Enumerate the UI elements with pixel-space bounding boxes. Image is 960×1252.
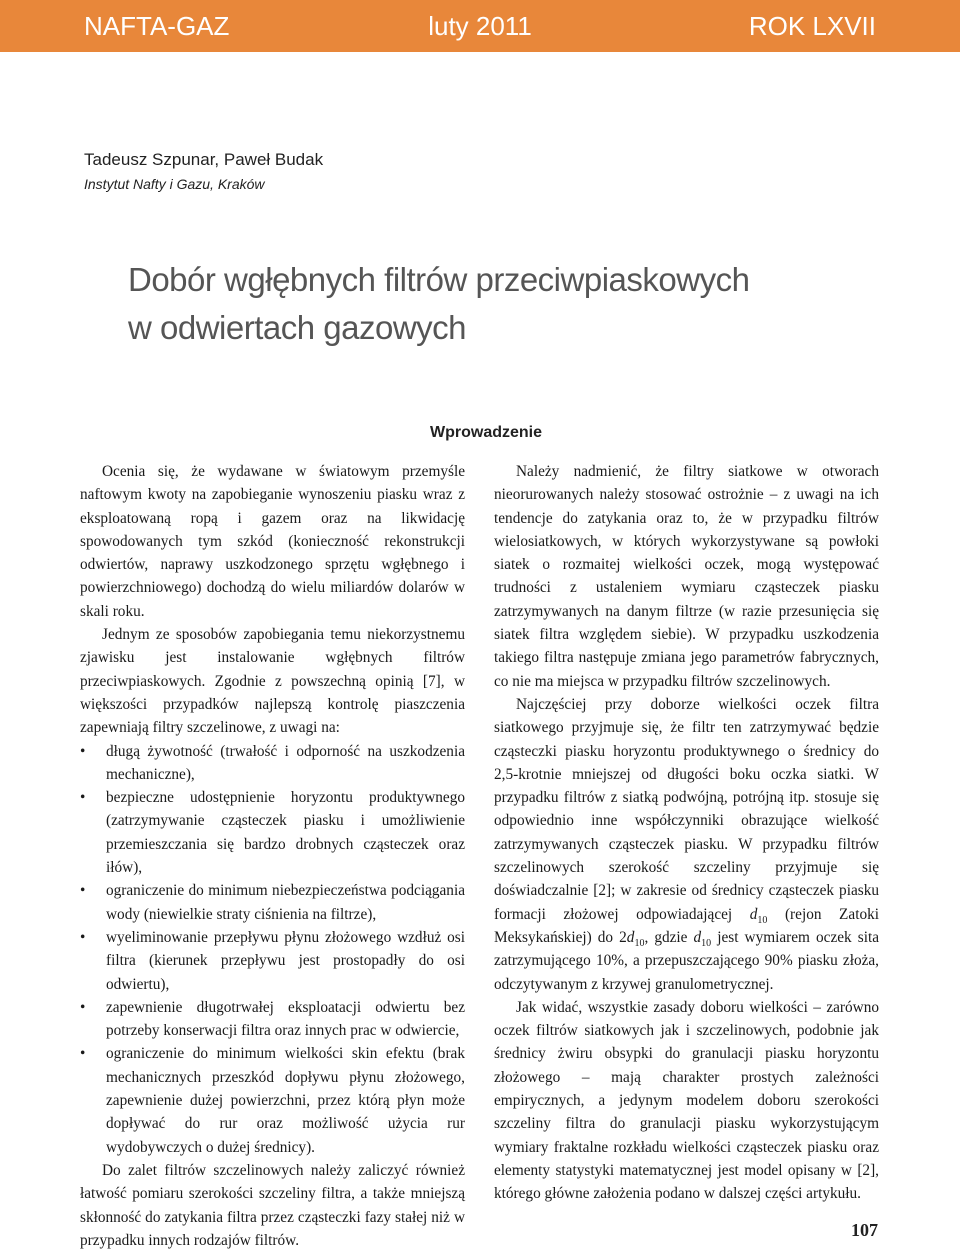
journal-name: NAFTA-GAZ: [84, 11, 230, 41]
list-item: [80, 996, 465, 1043]
bullet-icon: •: [80, 928, 86, 946]
issue-date: luty 2011: [428, 11, 532, 41]
article-authors: Tadeusz Szpunar, Paweł Budak: [84, 150, 324, 169]
list-item-text: bezpieczne udostępnienie horyzontu produktywnego (zatrzymywanie cząsteczek piasku i umożliwienie przemieszczania się bardzo drobnych cząsteczek oraz iłów),: [106, 789, 465, 877]
bullet-icon: •: [80, 998, 86, 1016]
journal-header-bar: [0, 0, 960, 52]
list-item-text: zapewnienie długotrwałej eksploatacji odwiertu bez potrzeby konserwacji filtra oraz innych prac w odwiercie,: [106, 998, 465, 1040]
right-paragraph-1: Należy nadmienić, że filtry siatkowe w otworach nieorurowanych należy stosować ostrożnie – z uwagi na ich tendencje do zatykania oraz to, że w przypadku filtrów wielosiatkowych, w których wykorzystywane są powłoki siatek o rozmaitej wielkości oczek, mogą występować trudności z ustaleniem wymiaru cząsteczek piasku zatrzymywanych na danym filtrze (w razie przesunięcia się siatek filtra względem siebie). W przypadku uszkodzenia takiego filtra następuje zmiana jego parametrów fabrycznych, co nie ma miejsca w przypadku filtrów szczelinowych.: [494, 463, 879, 690]
left-paragraph-1: Ocenia się, że wydawane w światowym przemyśle naftowym kwoty na zapobieganie wynoszeniu piasku wraz z eksploatowaną ropą i gazem oraz na likwidację spowodowanych tym szkód (konieczność rekonstrukcji odwiertów, naprawy uszkodzonego sprzętu wgłębnego i powierzchniowego) dochodzą do wielu miliardów dolarów w skali roku.: [80, 463, 465, 620]
volume-label: ROK LXVII: [748, 11, 876, 41]
author-affiliation: Instytut Nafty i Gazu, Kraków: [84, 176, 265, 192]
article-title-line-2: w odwiertach gazowych: [128, 309, 466, 346]
left-paragraph-3: Do zalet filtrów szczelinowych należy zaliczyć również łatwość pomiaru szerokości szczeliny filtra, a także mniejszą skłonność do zatykania filtra przez cząsteczki fazy stałej niż w przypadku innych rodzajów filtrów.: [80, 1161, 465, 1249]
list-item-text: wyeliminowanie przepływu płynu złożowego wzdłuż osi filtra (kierunek przepływu jest prostopadły do osi odwiertu),: [106, 928, 465, 993]
section-heading: Wprowadzenie: [430, 424, 543, 441]
list-item: [80, 926, 465, 996]
right-paragraph-3: Jak widać, wszystkie zasady doboru wielkości – zarówno oczek filtrów siatkowych jak i szczelinowych, podobnie jak średnicy żwiru obsypki do granulacji piasku horyzontu złożowego – mają charakter prostych zależności empirycznych, a jedynym modelem doboru szerokości szczeliny filtra do granulacji piasku wykorzystującym wymiary fraktalne rozkładu wielkości cząsteczek piasku oraz elementy statystyki matematycznej jest model opisany w [2], którego główne założenia podano w dalszej części artykułu.: [494, 998, 879, 1203]
article-title-line-1: Dobór wgłębnych filtrów przeciwpiaskowych: [128, 261, 750, 298]
list-item: [80, 1042, 465, 1158]
advantages-list: [80, 740, 465, 1159]
bullet-icon: •: [80, 1045, 86, 1063]
bullet-icon: •: [80, 789, 86, 807]
bullet-icon: •: [80, 742, 86, 760]
bullet-icon: •: [80, 882, 86, 900]
left-column: [80, 460, 465, 1252]
list-item-text: ograniczenie do minimum wielkości skin efektu (brak mechanicznych przeszkód dopływu płynu złożowego, zapewnienie dużej powierzchni, przez którą płyn może dopływać do rur oraz możliwość użycia rur wydobywczych o dużej średnicy).: [106, 1045, 465, 1156]
list-item-text: ograniczenie do minimum niebezpieczeństwa podciągania wody (niewielkie straty ciśnienia na filtrze),: [106, 882, 465, 923]
article-title: [128, 256, 908, 352]
page-number: 107: [851, 1220, 878, 1240]
right-paragraph-2: Najczęściej przy doborze wielkości oczek filtra siatkowego przyjmuje się, że filtr ten zatrzymywać będzie cząsteczki piasku horyzontu produktywnego o średnicy do 2,5-krotnie mniejszej od długości boku oczka siatki. W przypadku filtrów z siatką podwójną, potrójną itp. stosuje się odpowiednio inne współczynniki obrazujące wielkość zatrzymywanych cząsteczek piasku. W przypadku filtrów szczelinowych szerokość szczeliny przyjmuje się doświadczalnie [2]; w zakresie od średnicy cząsteczek piasku formacji złożowej odpowiadającej $d_{10}$ (rejon Zatoki Meksykańskiej) do $2d_{10}$, gdzie $d_{10}$ jest wymiarem oczek sita zatrzymującego 10%, a przepuszczającego 90% piasku złoża, odczytywanym z krzywej granulometrycznej.: [494, 695, 879, 993]
right-column: [494, 460, 879, 1206]
list-item-text: długą żywotność (trwałość i odporność na uszkodzenia mechaniczne),: [106, 742, 465, 783]
list-item: [80, 740, 465, 787]
list-item: [80, 786, 465, 879]
list-item: [80, 879, 465, 926]
left-paragraph-2: Jednym ze sposobów zapobiegania temu niekorzystnemu zjawisku jest instalowanie wgłębnych filtrów przeciwpiaskowych. Zgodnie z powszechną opinią [7], w większości przypadków najlepszą kontrolę piaszczenia zapewniają filtry szczelinowe, z uwagi na:: [80, 626, 465, 737]
